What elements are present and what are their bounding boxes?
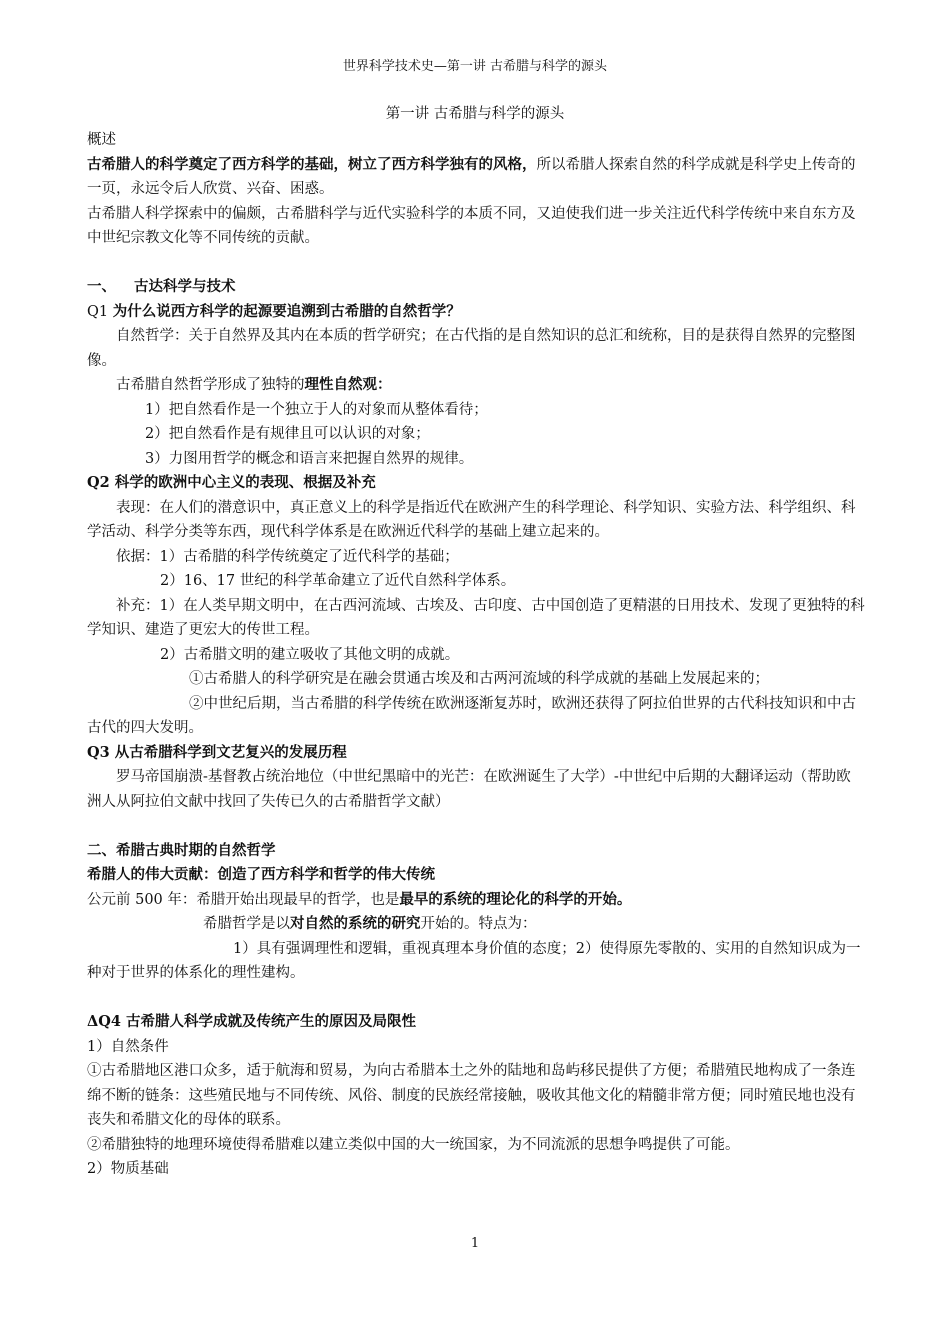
section-2-line-1-text: 公元前 500 年：希腊开始出现最早的哲学，也是 (87, 891, 400, 908)
section-1-title: 古达科学与技术 (134, 278, 236, 295)
q2-manifestation: 表现：在人们的潜意识中，真正意义上的科学是指近代在欧洲产生的科学理论、科学知识、实验方法、科学组织、科学活动、科学分类等东西，现代科学体系是在欧洲近代科学的基础上建立起来的。 (87, 499, 856, 540)
q2-supplement-2: 2）古希腊文明的建立吸收了其他文明的成就。 (160, 646, 460, 663)
overview-label: 概述 (87, 132, 116, 148)
section-2-line-1-bold: 最早的系统的理论化的科学的开始。 (399, 890, 632, 908)
q1-worldview-text: 古希腊自然哲学形成了独特的 (116, 377, 305, 393)
q1-item-3: 3）力图用哲学的概念和语言来把握自然界的规律。 (145, 450, 474, 467)
q1-definition: 自然哲学：关于自然界及其内在本质的哲学研究；在古代指的是自然知识的总汇和统称，目的是获得自然界的完整图像。 (87, 328, 856, 369)
q4-heading: ΔQ4 古希腊人科学成就及传统产生的原因及局限性 (87, 1013, 417, 1030)
spacer (87, 251, 865, 276)
q1-item-2: 2）把自然看作是有规律且可以认识的对象； (145, 426, 430, 442)
q2-supplement-sub-1: ①古希腊人的科学研究是在融会贯通古埃及和古两河流域的科学成就的基础上发展起来的； (189, 671, 769, 687)
section-1-heading (87, 275, 865, 300)
page-number: 1 (470, 1236, 480, 1251)
section-2-line-2 (87, 912, 865, 937)
section-2-features: 1）具有强调理性和逻辑，重视真理本身价值的态度；2）使得原先零散的、实用的自然知识成为一种对于世界的体系化的理性建构。 (87, 940, 861, 981)
q1-heading (87, 300, 865, 325)
q3-heading: Q3 从古希腊科学到文艺复兴的发展历程 (87, 743, 347, 761)
q4-condition-1b: ②希腊独特的地理环境使得希腊难以建立类似中国的大一统国家，为不同流派的思想争鸣提供了可能。 (87, 1136, 740, 1153)
q1-item-1: 1）把自然看作是一个独立于人的对象而从整体看待； (145, 401, 488, 418)
q1-label: Q1 (87, 303, 109, 320)
q2-supplement-sub-2: ②中世纪后期，当古希腊的科学传统在欧洲逐渐复苏时，欧洲还获得了阿拉伯世界的古代科技知识和中古古代的四大发明。 (87, 695, 856, 736)
section-2-line-1 (87, 888, 865, 913)
q1-worldview (87, 373, 865, 398)
running-header: 世界科学技术史—第一讲 古希腊与科学的源头 (342, 59, 608, 74)
q4-condition-2: 2）物质基础 (87, 1161, 169, 1177)
q1-title: 为什么说西方科学的起源要追溯到古希腊的自然哲学？ (112, 302, 461, 320)
q4-condition-1a: ①古希腊地区港口众多，适于航海和贸易，为向古希腊本土之外的陆地和岛屿移民提供了方便；希腊殖民地构成了一条连绵不断的链条：这些殖民地与不同传统、风俗、制度的民族经常接触，吸收其他文化的精髓非常方便；同时殖民地也没有丧失和希腊文化的母体的联系。 (87, 1063, 856, 1128)
section-2-heading: 二、希腊古典时期的自然哲学 (87, 841, 276, 859)
lecture-title: 第一讲 古希腊与科学的源头 (385, 106, 565, 122)
q3-paragraph: 罗马帝国崩溃-基督教占统治地位（中世纪黑暗中的光芒：在欧洲诞生了大学）-中世纪中后期的大翻译运动（帮助欧洲人从阿拉伯文献中找回了失传已久的古希腊哲学文献） (87, 769, 851, 810)
q4-condition-1: 1）自然条件 (87, 1038, 169, 1055)
q2-supplement-1: 补充：1）在人类早期文明中，在古西河流域、古埃及、古印度、古中国创造了更精湛的日用技术、发现了更独特的科学知识、建造了更宏大的传世工程。 (87, 597, 865, 638)
overview-paragraph-2: 古希腊人科学探索中的偏颇，古希腊科学与近代实验科学的本质不同，又迫使我们进一步关注近代科学传统中来自东方及中世纪宗教文化等不同传统的贡献。 (87, 205, 856, 246)
overview-bold-text: 古希腊人的科学奠定了西方科学的基础，树立了西方科学独有的风格， (87, 155, 537, 173)
q2-basis-2: 2）16、17 世纪的科学革命建立了近代自然科学体系。 (160, 573, 516, 589)
overview-rest-text: 所以希腊人探索自然的科学成就是科学史上传奇的一页，永远令后人欣赏、兴奋、困惑。 (87, 156, 856, 197)
section-1-number: 一、 (87, 278, 116, 295)
q2-basis-1: 依据：1）古希腊的科学传统奠定了近代科学的基础； (116, 548, 459, 565)
spacer (87, 814, 865, 839)
section-2-subheading: 希腊人的伟大贡献：创造了西方科学和哲学的伟大传统 (87, 866, 435, 883)
overview-paragraph-1 (87, 153, 865, 202)
section-2-line-2-text-b: 开始的。特点为： (420, 916, 537, 932)
section-2-line-2-bold: 对自然的系统的研究 (290, 915, 421, 932)
q1-worldview-bold: 理性自然观： (304, 376, 392, 393)
document-body (87, 128, 865, 1182)
q2-heading: Q2 科学的欧洲中心主义的表现、根据及补充 (87, 474, 376, 491)
spacer (87, 986, 865, 1011)
section-2-line-2-text-a: 希腊哲学是以 (203, 916, 290, 932)
